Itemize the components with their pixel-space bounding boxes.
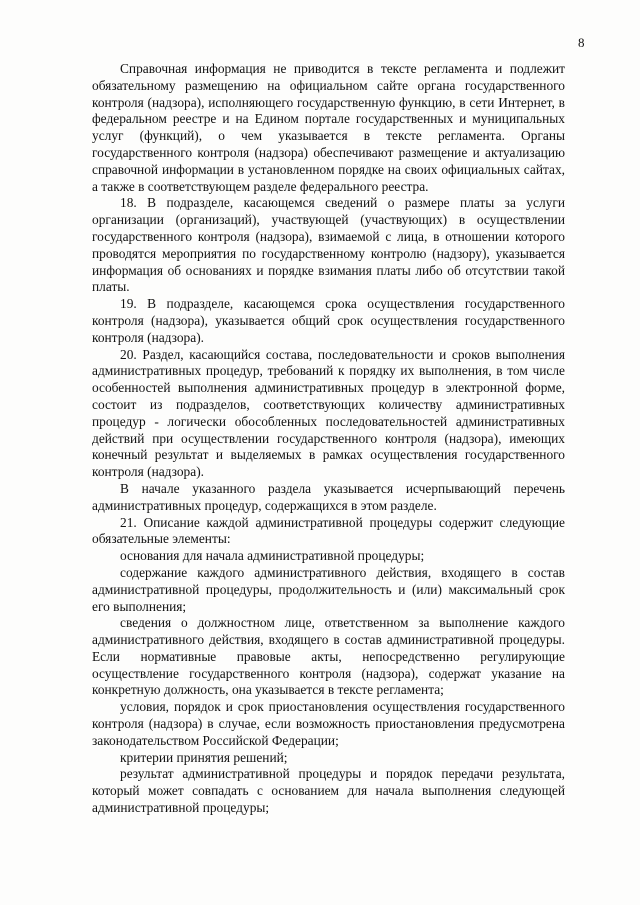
paragraph-20: 20. Раздел, касающийся состава, последовательности и сроков выполнения административных процедур, требований к порядку их выполнения, в том числе особенностей выполнения административных процедур в электронной форме, состоит из подразделов, соответствующих количеству административных процедур - логически обособленных последовательностей административных действий при осуществлении государственного контроля (надзора), имеющих конечный результат и выделяемых в рамках осуществления государственного контроля (надзора). (92, 346, 565, 480)
list-item-official: сведения о должностном лице, ответственном за выполнение каждого административного действия, входящего в состав административной процедуры. Если нормативные правовые акты, непосредственно регулирующие осуществление государственного контроля (надзора), содержат указание на конкретную должность, она указывается в тексте регламента; (92, 615, 565, 698)
paragraph-18: 18. В подразделе, касающемся сведений о размере платы за услуги организации (организаций), участвующей (участвующих) в осуществлении государственного контроля (надзора), взимаемой с лица, в отношении которого проводятся мероприятия по государственному контролю (надзору), указывается информация об основаниях и порядке взимания платы либо об отсутствии такой платы. (92, 195, 565, 295)
list-item-content: содержание каждого административного действия, входящего в состав административной процедуры, продолжительность и (или) максимальный срок его выполнения; (92, 564, 565, 614)
list-item-result: результат административной процедуры и порядок передачи результата, который может совпадать с основанием для начала выполнения следующей административной процедуры; (92, 766, 565, 816)
list-item-suspension: условия, порядок и срок приостановления осуществления государственного контроля (надзора) в случае, если возможность приостановления предусмотрена законодательством Российской Федерации; (92, 699, 565, 748)
list-item-grounds: основания для начала административной процедуры; (120, 548, 425, 564)
document-body (92, 61, 565, 817)
paragraph-reference-info: Справочная информация не приводится в тексте регламента и подлежит обязательному размещению на официальном сайте органа государственного контроля (надзора), исполняющего государственную функцию, в сети Интернет, в федеральном реестре и на Едином портале государственных и муниципальных услуг (функций), о чем указывается в тексте регламента. Органы государственного контроля (надзора) обеспечивают размещение и актуализацию справочной информации в установленном порядке на своих официальных сайтах, а также в соответствующем разделе федерального реестра. (92, 61, 565, 194)
paragraph-19: 19. В подразделе, касающемся срока осуществления государственного контроля (надзора), указывается общий срок осуществления государственного контроля (надзора). (92, 296, 565, 345)
paragraph-21: 21. Описание каждой административной процедуры содержит следующие обязательные элементы: (92, 514, 565, 547)
page-number: 8 (578, 35, 585, 50)
paragraph-section-start: В начале указанного раздела указывается исчерпывающий перечень административных процедур, содержащихся в этом разделе. (92, 480, 565, 513)
list-item-criteria: критерии принятия решений; (120, 749, 288, 765)
